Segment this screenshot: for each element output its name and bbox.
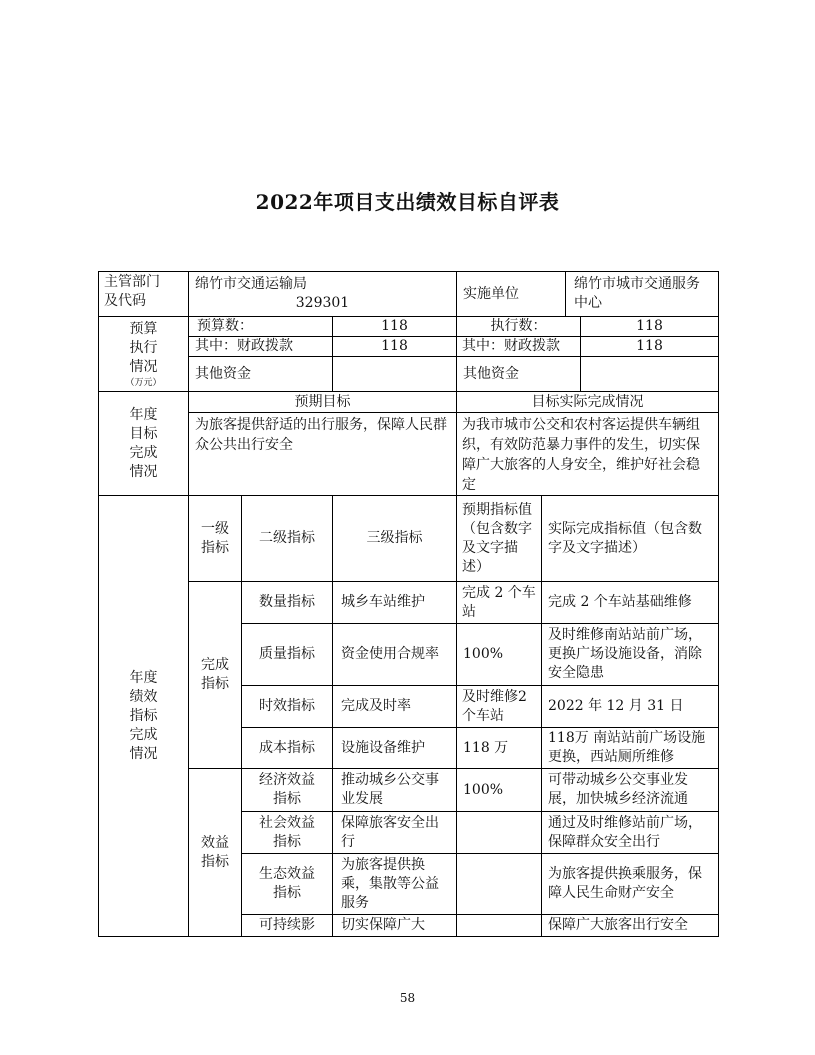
page-number: 58 — [399, 991, 416, 1005]
group-benefit: 效益 指标 — [201, 834, 229, 870]
table-row-3-actual: 118万 南站站前广场设施更换，西站厕所维修 — [548, 730, 706, 765]
header-level1: 一级 指标 — [201, 520, 229, 556]
table-row-5-l2: 社会效益 指标 — [259, 814, 315, 850]
table-row-4-l3: 推动城乡公交事业发展 — [341, 772, 439, 807]
table-row-2-expected: 及时维修2 个车站 — [462, 688, 527, 724]
expected-goal-header: 预期目标 — [294, 393, 351, 410]
table-row-1-actual: 及时维修南站站前广场，更换广场设施设备，消除安全隐患 — [548, 627, 702, 681]
annual-goal-label: 年度 目标 完成 情况 — [129, 406, 158, 480]
table-row-2-actual: 2022 年 12 月 31 日 — [548, 698, 684, 714]
table-row-2-l3: 完成及时率 — [341, 698, 411, 714]
header-level3: 三级指标 — [366, 530, 423, 546]
table-row-4-l2: 经济效益 指标 — [259, 772, 315, 807]
fiscal-value-left: 118 — [381, 338, 408, 354]
table-row-6-l2: 生态效益 指标 — [259, 866, 315, 901]
group-completion: 完成 指标 — [201, 657, 229, 692]
table-row-3-l3: 设施设备维护 — [341, 739, 425, 756]
fiscal-label-left: 其中：财政拨款 — [195, 338, 293, 354]
table-row-6-actual: 为旅客提供换乘服务，保障人民生命财产安全 — [548, 866, 702, 901]
table-row-0-l2: 数量指标 — [259, 594, 315, 610]
table-row-4-expected: 100% — [463, 781, 504, 798]
other-label-left: 其他资金 — [195, 365, 251, 382]
budget-section — [99, 317, 188, 391]
table-row-1-l2: 质量指标 — [259, 646, 315, 662]
expected-goal-text: 为旅客提供舒适的出行服务，保障人民群众公共出行安全 — [195, 417, 447, 453]
dept-name: 绵竹市交通运输局 — [195, 276, 307, 292]
table-row-0-l3: 城乡车站维护 — [341, 594, 425, 610]
table-row-6-expected — [457, 854, 541, 914]
dept-code: 329301 — [295, 295, 350, 311]
table-row-6-l3: 为旅客提供换乘，集散等公益服务 — [341, 856, 439, 911]
page-title: 2022年项目支出绩效目标自评表 — [255, 190, 560, 214]
dept-cell — [189, 272, 456, 316]
other-label-right: 其他资金 — [463, 365, 519, 382]
impl-value: 绵竹市城市交通服务中心 — [574, 276, 700, 311]
header-level2: 二级指标 — [259, 530, 315, 546]
table-row-1-expected: 100% — [463, 646, 504, 662]
dept-label: 主管部门 及代码 — [104, 274, 160, 309]
table-row-7-expected — [457, 915, 541, 936]
table-row-0-expected: 完成 2 个车站 — [462, 584, 536, 620]
budget-section-label: 预算 执行 情况 — [129, 320, 158, 375]
exec-label: 执行数： — [490, 318, 547, 334]
budget-label: 预算数： — [197, 318, 253, 334]
budget-value: 118 — [381, 318, 408, 334]
table-row-4-actual: 可带动城乡公交事业发展，加快城乡经济流通 — [548, 772, 688, 807]
fiscal-label-right: 其中：财政拨款 — [462, 338, 560, 354]
table-row-3-expected: 118 万 — [463, 739, 509, 756]
table-row-7-actual: 保障广大旅客出行安全 — [548, 917, 688, 933]
table-row-5-actual: 通过及时维修站前广场，保障群众安全出行 — [548, 814, 702, 850]
header-actual: 实际完成指标值（包含数字及文字描述） — [548, 520, 702, 556]
indicators-section-label: 年度 绩效 指标 完成 情况 — [129, 669, 158, 762]
table-row-3-l2: 成本指标 — [259, 739, 315, 756]
table-row-7-l2: 可持续影 — [259, 917, 315, 933]
header-expected: 预期指标值（包含数字及文字描述） — [462, 501, 532, 575]
actual-goal-header: 目标实际完成情况 — [531, 393, 644, 410]
table-row-0-actual: 完成 2 个车站基础维修 — [548, 594, 692, 610]
table-row-7-l3: 切实保障广大 — [341, 917, 425, 933]
exec-value: 118 — [636, 318, 663, 334]
table-row-5-expected — [457, 812, 541, 853]
table-row-5-l3: 保障旅客安全出行 — [341, 814, 439, 850]
budget-unit: （万元） — [125, 377, 162, 388]
impl-label: 实施单位 — [463, 285, 519, 302]
table-row-2-l2: 时效指标 — [259, 698, 315, 714]
fiscal-value-right: 118 — [636, 338, 663, 354]
actual-goal-text: 为我市城市公交和农村客运提供车辆组织，有效防范暴力事件的发生，切实保障广大旅客的人身安全，维护好社会稳定 — [462, 417, 700, 493]
table-row-1-l3: 资金使用合规率 — [341, 646, 439, 662]
